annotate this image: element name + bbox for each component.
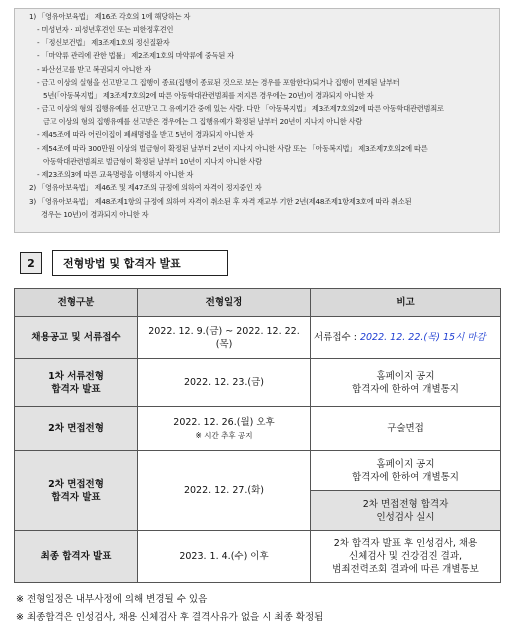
table-row bbox=[15, 407, 501, 451]
eligibility-line: - 금고 이상의 형의 집행유예를 선고받고 그 유예기간 중에 있는 사람. 다만 「아동복지법」 제3조제7호의2에 따른 아동학대관련범죄로 bbox=[37, 104, 444, 113]
stage-cell: 최종 합격자 발표 bbox=[15, 531, 138, 583]
stage-line: 합격자 발표 bbox=[51, 491, 101, 503]
stage-cell bbox=[15, 451, 138, 531]
stage-cell bbox=[15, 359, 138, 407]
note-line: 인성검사 실시 bbox=[376, 511, 435, 523]
note-line: 범죄전력조회 결과에 따른 개별통보 bbox=[332, 564, 479, 575]
schedule-cell: 2022. 12. 9.(금) ~ 2022. 12. 22.(목) bbox=[138, 317, 311, 359]
schedule-note: ※ 시간 추후 공지 bbox=[195, 430, 253, 440]
footnote: ※ 전형일정은 내부사정에 의해 변경될 수 있음 bbox=[16, 594, 208, 605]
schedule-cell bbox=[138, 407, 311, 451]
note-line: 2차 합격자 발표 후 인성검사, 채용 bbox=[333, 538, 478, 549]
eligibility-line: 경우는 10년)이 경과되지 아니한 자 bbox=[41, 210, 149, 219]
note-line: 합격자에 한하여 개별통지 bbox=[352, 471, 459, 483]
table-row bbox=[15, 317, 501, 359]
stage-cell: 채용공고 및 서류접수 bbox=[15, 317, 138, 359]
eligibility-line: - 「마약류 관리에 관한 법률」 제2조제1호의 마약류에 중독된 자 bbox=[37, 51, 234, 60]
note-cell bbox=[311, 531, 501, 583]
eligibility-line: - 제23조의3에 따른 교육명령을 이행하지 아니한 자 bbox=[37, 170, 194, 179]
note-cell bbox=[311, 317, 501, 359]
eligibility-line: - 제54조에 따라 300만원 이상의 벌금형이 확정된 날부터 2년이 지나지 아니한 사람 또는 「아동복지법」 제3조제7호의2에 따른 bbox=[37, 144, 428, 153]
eligibility-line: 아동학대관련범죄로 벌금형이 확정된 날부터 10년이 지나지 아니한 사람 bbox=[43, 157, 262, 166]
eligibility-line: - 「정신보건법」 제3조제1호의 정신질환자 bbox=[37, 38, 170, 47]
note-cell: 구술면접 bbox=[311, 407, 501, 451]
note-cell bbox=[311, 491, 501, 531]
stage-line: 합격자 발표 bbox=[51, 383, 101, 395]
column-header: 전형일정 bbox=[138, 289, 311, 317]
table-row bbox=[15, 531, 501, 583]
schedule-line: 2022. 12. 26.(월) 오후 bbox=[173, 416, 275, 428]
schedule-cell: 2022. 12. 27.(화) bbox=[138, 451, 311, 531]
table-header-row bbox=[15, 289, 501, 317]
section-title: 전형방법 및 합격자 발표 bbox=[52, 250, 228, 276]
stage-line: 1차 서류전형 bbox=[48, 370, 104, 382]
stage-cell: 2차 면접전형 bbox=[15, 407, 138, 451]
eligibility-line: - 미성년자 · 피성년후견인 또는 피한정후견인 bbox=[37, 25, 174, 34]
stage-line: 2차 면접전형 bbox=[48, 478, 104, 490]
note-prefix: 서류접수 : bbox=[314, 332, 360, 343]
note-cell bbox=[311, 359, 501, 407]
note-line: 신체검사 및 건강검진 결과, bbox=[348, 551, 463, 562]
footnote: ※ 최종합격은 인성검사, 채용 신체검사 후 결격사유가 없을 시 최종 확정됨 bbox=[16, 612, 324, 623]
eligibility-line: - 파산선고를 받고 복권되지 아니한 자 bbox=[37, 65, 151, 74]
note-line: 2차 면접전형 합격자 bbox=[362, 498, 449, 510]
section-number: 2 bbox=[20, 252, 42, 274]
eligibility-line: 금고 이상의 형의 집행유예를 선고받은 경우에는 그 집행유예가 확정된 날부터 20년이 지나지 아니한 사람 bbox=[43, 117, 363, 126]
note-cell bbox=[311, 451, 501, 491]
note-line: 홈페이지 공지 bbox=[376, 458, 435, 470]
note-line: 홈페이지 공지 bbox=[376, 370, 435, 382]
eligibility-box bbox=[14, 8, 500, 233]
eligibility-line: 1) 「영유아보육법」 제16조 각호의 1에 해당하는 자 bbox=[29, 12, 191, 21]
eligibility-line: 5년(「아동복지법」 제3조제7호의2에 따른 아동학대관련범죄를 저지른 경우에는 20년)이 경과되지 아니한 자 bbox=[43, 91, 374, 100]
table-row bbox=[15, 451, 501, 491]
eligibility-line: 2) 「영유아보육법」 제46조 및 제47조의 규정에 의하여 자격이 정지중인 자 bbox=[29, 183, 262, 192]
note-line: 합격자에 한하여 개별통지 bbox=[352, 383, 459, 395]
schedule-cell: 2023. 1. 4.(수) 이후 bbox=[138, 531, 311, 583]
column-header: 전형구분 bbox=[15, 289, 138, 317]
column-header: 비고 bbox=[311, 289, 501, 317]
eligibility-line: 3) 「영유아보육법」 제48조제1항의 규정에 의하여 자격이 취소된 후 자격 재교부 기한 2년(제48조제1항제3호에 따라 취소된 bbox=[29, 197, 412, 206]
schedule-cell: 2022. 12. 23.(금) bbox=[138, 359, 311, 407]
deadline-note: 2022. 12. 22.(목) 15시 마감 bbox=[359, 332, 486, 343]
eligibility-line: - 금고 이상의 실형을 선고받고 그 집행이 종료(집행이 종료된 것으로 보는 경우를 포함한다)되거나 집행이 면제된 날부터 bbox=[37, 78, 400, 87]
eligibility-line: - 제45조에 따라 어린이집이 폐쇄명령을 받고 5년이 경과되지 아니한 자 bbox=[37, 130, 254, 139]
table-row bbox=[15, 359, 501, 407]
schedule-table bbox=[14, 288, 501, 583]
